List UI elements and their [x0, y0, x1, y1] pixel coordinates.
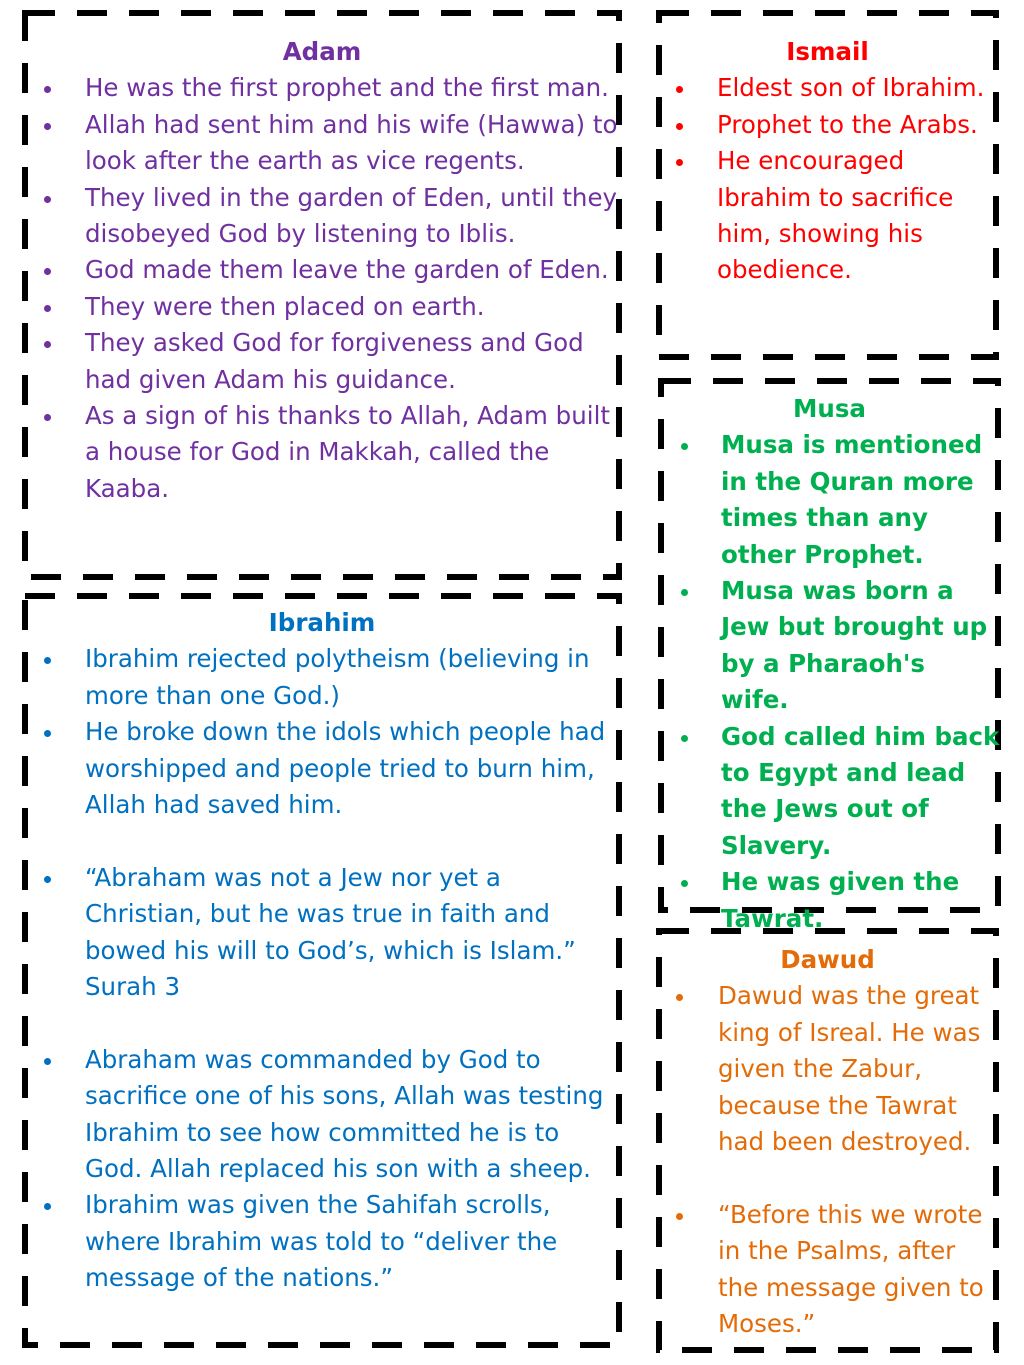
list-item	[22, 252, 622, 288]
bullet-icon	[44, 657, 51, 664]
ismail-list	[656, 70, 999, 288]
bullet-icon	[44, 268, 51, 275]
bullet-icon	[44, 341, 51, 348]
ibrahim-list	[22, 641, 622, 1296]
bullet-icon	[44, 730, 51, 737]
musa-list	[658, 427, 1001, 937]
adam-card	[22, 10, 622, 580]
list-item	[22, 860, 622, 1006]
list-item	[22, 641, 622, 714]
item-text: Prophet to the Arabs.	[717, 109, 978, 139]
list-item	[656, 107, 999, 143]
item-text: God made them leave the garden of Eden.	[85, 255, 609, 285]
list-item	[656, 143, 999, 289]
item-text: He broke down the idols which people had worshipped and people tried to burn him, Allah had saved him.	[85, 717, 606, 820]
bullet-icon	[681, 443, 688, 450]
list-item	[656, 70, 999, 106]
bullet-icon	[44, 1058, 51, 1065]
list-item	[22, 70, 622, 106]
item-text: They lived in the garden of Eden, until they disobeyed God by listening to Iblis.	[85, 182, 618, 249]
item-text: He encouraged Ibrahim to sacrifice him, showing his obedience.	[717, 146, 954, 285]
item-text: Abraham was commanded by God to sacrifice one of his sons, Allah was testing Ibrahim to see how committed he is to God. Allah replaced his son with a sheep.	[85, 1044, 604, 1184]
list-item	[658, 427, 1001, 573]
bullet-icon	[681, 735, 688, 742]
adam-list	[22, 70, 622, 507]
item-text: “Abraham was not a Jew nor yet a Christian, but he was true in faith and bowed his will to God’s, which is Islam.” Surah 3	[85, 862, 576, 1002]
item-text: They were then placed on earth.	[85, 291, 485, 321]
list-item	[22, 714, 622, 823]
list-item	[22, 1042, 622, 1188]
item-text: Allah had sent him and his wife (Hawwa) to look after the earth as vice regents.	[85, 109, 618, 176]
item-text: Ibrahim was given the Sahifah scrolls, where Ibrahim was told to “deliver the message of the nations.”	[85, 1190, 558, 1293]
bullet-icon	[676, 86, 683, 93]
list-item	[656, 978, 999, 1160]
adam-title: Adam	[282, 37, 362, 66]
bullet-icon	[681, 880, 688, 887]
musa-title: Musa	[793, 394, 866, 423]
item-text: As a sign of his thanks to Allah, Adam built a house for God in Makkah, called the Kaaba.	[85, 401, 610, 503]
dawud-list	[656, 978, 999, 1342]
bullet-icon	[44, 305, 51, 312]
item-text: Ibrahim rejected polytheism (believing in more than one God.)	[85, 644, 590, 710]
bullet-icon	[676, 159, 683, 166]
item-text: Dawud was the great king of Isreal. He was given the Zabur, because the Tawrat had been destroyed.	[718, 981, 981, 1157]
list-item	[22, 1187, 622, 1296]
list-item	[22, 325, 622, 398]
list-item	[22, 107, 622, 180]
list-item	[22, 180, 622, 253]
list-item	[658, 573, 1001, 719]
list-item	[22, 398, 622, 507]
item-text: Musa is mentioned in the Quran more times than any other Prophet.	[721, 430, 983, 569]
item-text: He was the first prophet and the first man.	[85, 73, 609, 103]
bullet-icon	[676, 123, 683, 130]
bullet-icon	[44, 123, 51, 130]
dawud-card	[656, 928, 999, 1353]
bullet-icon	[44, 1203, 51, 1210]
item-text: “Before this we wrote in the Psalms, after the message given to Moses.”	[718, 1199, 984, 1339]
musa-card	[658, 378, 1001, 933]
ibrahim-title: Ibrahim	[268, 608, 376, 637]
bullet-icon	[676, 994, 683, 1001]
ibrahim-card	[22, 593, 622, 1348]
item-text: They asked God for forgiveness and God had given Adam his guidance.	[85, 328, 584, 394]
bullet-icon	[44, 196, 51, 203]
ismail-card	[656, 10, 999, 360]
bullet-icon	[44, 876, 51, 883]
list-item	[22, 289, 622, 325]
list-item	[658, 864, 1001, 937]
list-item	[656, 1197, 999, 1343]
item-text: Eldest son of Ibrahim.	[717, 73, 985, 103]
list-item	[658, 719, 1001, 865]
item-text: He was given the Tawrat.	[721, 867, 960, 933]
item-text: Musa was born a Jew but brought up by a Pharaoh's wife.	[721, 576, 988, 715]
bullet-icon	[44, 414, 51, 421]
bullet-icon	[44, 86, 51, 93]
bullet-icon	[681, 589, 688, 596]
ismail-title: Ismail	[786, 37, 869, 66]
bullet-icon	[676, 1213, 683, 1220]
item-text: God called him back to Egypt and lead the Jews out of Slavery.	[721, 721, 1000, 860]
dawud-title: Dawud	[780, 945, 875, 974]
